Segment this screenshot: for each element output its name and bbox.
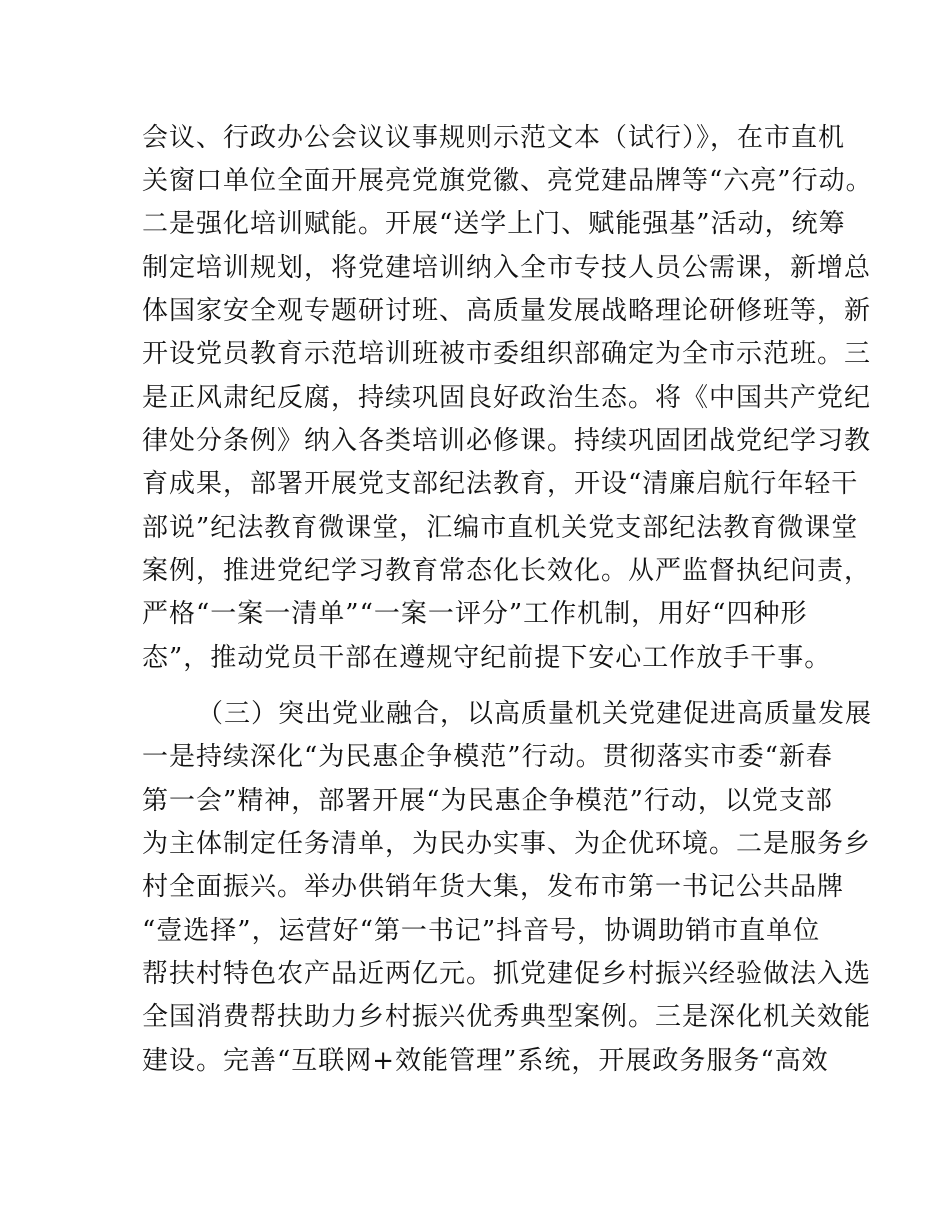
text-line: 关窗口单位全面开展亮党旗党徽、亮党建品牌等“六亮”行动。 xyxy=(142,166,873,196)
text-line: 一是持续深化“为民惠企争模范”行动。贯彻落实市委“新春 xyxy=(142,742,833,772)
text-line: 第一会”精神，部署开展“为民惠企争模范”行动，以党支部 xyxy=(142,786,833,816)
text-line: “壹选择”，运营好“第一书记”抖音号，协调助销市直单位 xyxy=(142,916,821,946)
text-line: 律处分条例》纳入各类培训必修课。持续巩固团战党纪学习教 xyxy=(142,426,872,456)
text-line: 二是强化培训赋能。开展“送学上门、赋能强基”活动，统筹 xyxy=(142,209,846,239)
text-line: 部说”纪法教育微课堂，汇编市直机关党支部纪法教育微课堂 xyxy=(142,513,859,543)
text-line: 是正风肃纪反腐，持续巩固良好政治生态。将《中国共产党纪 xyxy=(142,383,872,413)
text-line: 案例，推进党纪学习教育常态化长效化。从严监督执纪问责， xyxy=(142,556,872,586)
text-line: 开设党员教育示范培训班被市委组织部确定为全市示范班。三 xyxy=(142,339,872,369)
text-line: 村全面振兴。举办供销年货大集，发布市第一书记公共品牌 xyxy=(142,872,845,902)
text-line: 全国消费帮扶助力乡村振兴优秀典型案例。三是深化机关效能 xyxy=(142,1002,872,1032)
text-line: 帮扶村特色农产品近两亿元。抓党建促乡村振兴经验做法入选 xyxy=(142,959,872,989)
text-line: 制定培训规划，将党建培训纳入全市专技人员公需课，新增总 xyxy=(142,253,872,283)
text-line: 态”，推动党员干部在遵规守纪前提下安心工作放手干事。 xyxy=(142,643,832,673)
text-line: 育成果，部署开展党支部纪法教育，开设“清廉启航行年轻干 xyxy=(142,469,859,499)
text-line: 建设。完善“互联网+效能管理”系统，开展政务服务“高效 xyxy=(142,1046,829,1076)
text-line: 会议、行政办公会议议事规则示范文本（试行）》，在市直机 xyxy=(142,123,846,153)
text-line: 体国家安全观专题研讨班、高质量发展战略理论研修班等，新 xyxy=(142,296,872,326)
text-line: 为主体制定任务清单，为民办实事、为企优环境。二是服务乡 xyxy=(142,829,872,859)
text-line: 严格“一案一清单”“一案一评分”工作机制，用好“四种形 xyxy=(142,599,808,629)
section-heading: （三）突出党业融合，以高质量机关党建促进高质量发展 xyxy=(197,699,873,729)
